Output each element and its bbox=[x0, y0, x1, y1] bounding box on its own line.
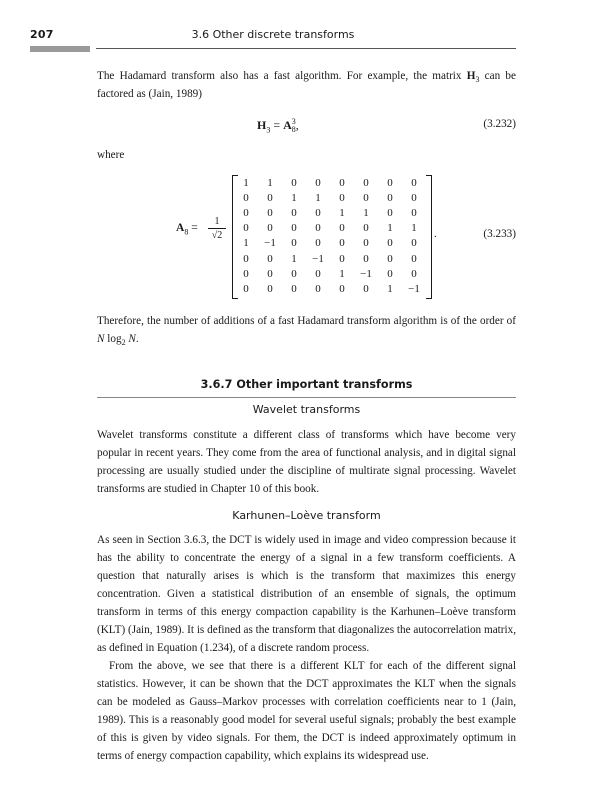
therefore-paragraph: Therefore, the number of additions of a fast Hadamard transform algorithm is of the order of N $\log_2 N$. bbox=[97, 315, 516, 348]
matrix-cell: 0 bbox=[411, 191, 417, 204]
page-number: 207 bbox=[30, 28, 54, 41]
subsection-title-wavelet: Wavelet transforms bbox=[252, 403, 361, 416]
matrix-cell: 0 bbox=[363, 176, 369, 189]
header-rule bbox=[96, 48, 516, 49]
matrix-cell: 0 bbox=[243, 222, 249, 235]
matrix-row bbox=[234, 221, 426, 236]
page-header bbox=[30, 28, 516, 48]
matrix-cell: −1 bbox=[408, 282, 420, 295]
equation-number: (3.232) bbox=[483, 118, 516, 130]
matrix-cell: 0 bbox=[387, 176, 393, 189]
matrix-cell: 1 bbox=[291, 252, 297, 265]
matrix-cell: 1 bbox=[291, 191, 297, 204]
matrix-cell: 1 bbox=[411, 222, 417, 235]
matrix-cell: 1 bbox=[315, 191, 321, 204]
matrix-cell: 0 bbox=[339, 222, 345, 235]
matrix-cell: 0 bbox=[339, 252, 345, 265]
matrix-cell: 0 bbox=[315, 282, 321, 295]
matrix-cell: 0 bbox=[267, 191, 273, 204]
matrix-cell: 0 bbox=[243, 282, 249, 295]
matrix-cell: 0 bbox=[267, 267, 273, 280]
running-head: 3.6 Other discrete transforms bbox=[191, 28, 355, 41]
matrix-right-bracket bbox=[426, 175, 432, 299]
matrix-cell: 0 bbox=[267, 222, 273, 235]
matrix-cell: 0 bbox=[411, 267, 417, 280]
equation-number: (3.233) bbox=[483, 228, 516, 240]
section-rule bbox=[97, 397, 516, 398]
equation-3-233-matrix: $A_8$ = $\frac{1}{√2}$ 1 1 0 0 0 0 0 0 0 0 1 1 0 0 0 0 0 0 0 0 1 1 0 0 0 0 0 0 0 0 1 1 1 −1 0 0 0 0 0 0 0 0 1 −1 0 0 0 0 0 0 0 0 1 −1 0 0 0 0 0 0 0 0 1 −1 . bbox=[176, 171, 436, 299]
matrix-cell: 1 bbox=[387, 222, 393, 235]
matrix-cell: 0 bbox=[411, 206, 417, 219]
klt-paragraph-2: From the above, we see that there is a different KLT for each of the different signal statistics. However, it can be shown that the DCT approximates the KLT when the signals can be modeled as Gauss–Markov processes with correlation coefficients near to 1 (Jain, 1989). This is a reasonably good model for several useful signals; probably the best example of this is given by video signals. For them, the DCT is indeed approximately optimum in terms of energy compaction capability, which explains its widespread use. bbox=[97, 660, 516, 762]
matrix-cell: 0 bbox=[339, 191, 345, 204]
matrix-cell: 0 bbox=[315, 267, 321, 280]
intro-paragraph: The Hadamard transform also has a fast algorithm. For example, the matrix $H_3$ can be factored as (Jain, 1989) bbox=[97, 70, 516, 100]
matrix-row bbox=[234, 236, 426, 251]
matrix-cell: 0 bbox=[387, 206, 393, 219]
matrix-cell: 0 bbox=[243, 252, 249, 265]
matrix-cell: 0 bbox=[291, 237, 297, 250]
matrix-cell: 0 bbox=[363, 252, 369, 265]
matrix-cell: 0 bbox=[267, 252, 273, 265]
matrix-cell: 0 bbox=[339, 237, 345, 250]
matrix-cell: 0 bbox=[291, 267, 297, 280]
matrix-cell: −1 bbox=[312, 252, 324, 265]
matrix-cell: 0 bbox=[363, 282, 369, 295]
matrix-cell: 0 bbox=[387, 252, 393, 265]
matrix-cell: 0 bbox=[363, 222, 369, 235]
matrix-cell: 0 bbox=[387, 191, 393, 204]
matrix-cell: 0 bbox=[291, 176, 297, 189]
matrix-cell: 0 bbox=[315, 222, 321, 235]
matrix-table bbox=[234, 175, 426, 297]
matrix-cell: 1 bbox=[363, 206, 369, 219]
matrix-cell: 0 bbox=[267, 282, 273, 295]
matrix-cell: 0 bbox=[315, 206, 321, 219]
matrix-cell: 0 bbox=[411, 176, 417, 189]
matrix-row bbox=[234, 266, 426, 281]
matrix-row bbox=[234, 205, 426, 220]
matrix-lhs: $A_8$ = bbox=[176, 222, 198, 237]
matrix-cell: 0 bbox=[339, 282, 345, 295]
matrix-cell: 0 bbox=[291, 222, 297, 235]
matrix-row bbox=[234, 251, 426, 266]
subsection-title-klt: Karhunen–Loève transform bbox=[232, 509, 381, 522]
matrix-cell: 0 bbox=[363, 237, 369, 250]
matrix-row bbox=[234, 281, 426, 296]
matrix-cell: 0 bbox=[243, 267, 249, 280]
matrix-cell: 0 bbox=[291, 282, 297, 295]
matrix-cell: −1 bbox=[264, 237, 276, 250]
wavelet-paragraph: Wavelet transforms constitute a different class of transforms which have become very popular in recent years. They come from the area of functional analysis, and in digital signal processing are usually studied under the discipline of multirate signal processing. Wavelet transforms are studied in Chapter 10 of this book. bbox=[97, 429, 516, 495]
matrix-row bbox=[234, 175, 426, 190]
matrix-cell: 0 bbox=[267, 206, 273, 219]
where-label: where bbox=[97, 149, 125, 161]
matrix-cell: 0 bbox=[315, 176, 321, 189]
matrix-cell: 0 bbox=[387, 237, 393, 250]
matrix-cell: −1 bbox=[360, 267, 372, 280]
matrix-cell: 1 bbox=[339, 267, 345, 280]
matrix-cell: 0 bbox=[315, 237, 321, 250]
header-tab-bar bbox=[30, 46, 90, 52]
matrix-cell: 1 bbox=[339, 206, 345, 219]
matrix-row bbox=[234, 190, 426, 205]
matrix-cell: 1 bbox=[267, 176, 273, 189]
matrix-cell: 0 bbox=[363, 191, 369, 204]
matrix-cell: 0 bbox=[411, 252, 417, 265]
matrix-cell: 1 bbox=[243, 176, 249, 189]
klt-paragraphs bbox=[97, 531, 516, 765]
matrix-cell: 1 bbox=[387, 282, 393, 295]
matrix-cell: 0 bbox=[291, 206, 297, 219]
klt-paragraph-1: As seen in Section 3.6.3, the DCT is widely used in image and video compression because it has the ability to concentrate the energy of a signal in a few transform coefficients. A question that naturally arises is which is the transform that maximizes this energy concentration. Given a statistical distribution of an ensemble of signals, the optimum transform in terms of this energy compaction capability is the Karhunen–Loève transform (KLT) (Jain, 1989). It is defined as the transform that diagonalizes the autocorrelation matrix, as defined in Equation (1.234), of a discrete random process. bbox=[97, 534, 516, 654]
matrix-cell: 0 bbox=[411, 237, 417, 250]
matrix-scale-fraction: $\frac{1}{√2}$ bbox=[208, 216, 226, 243]
matrix-cell: 0 bbox=[339, 176, 345, 189]
section-title: 3.6.7 Other important transforms bbox=[200, 378, 413, 391]
matrix-cell: 0 bbox=[387, 267, 393, 280]
matrix-cell: 0 bbox=[243, 191, 249, 204]
matrix-cell: 1 bbox=[243, 237, 249, 250]
matrix-cell: 0 bbox=[243, 206, 249, 219]
